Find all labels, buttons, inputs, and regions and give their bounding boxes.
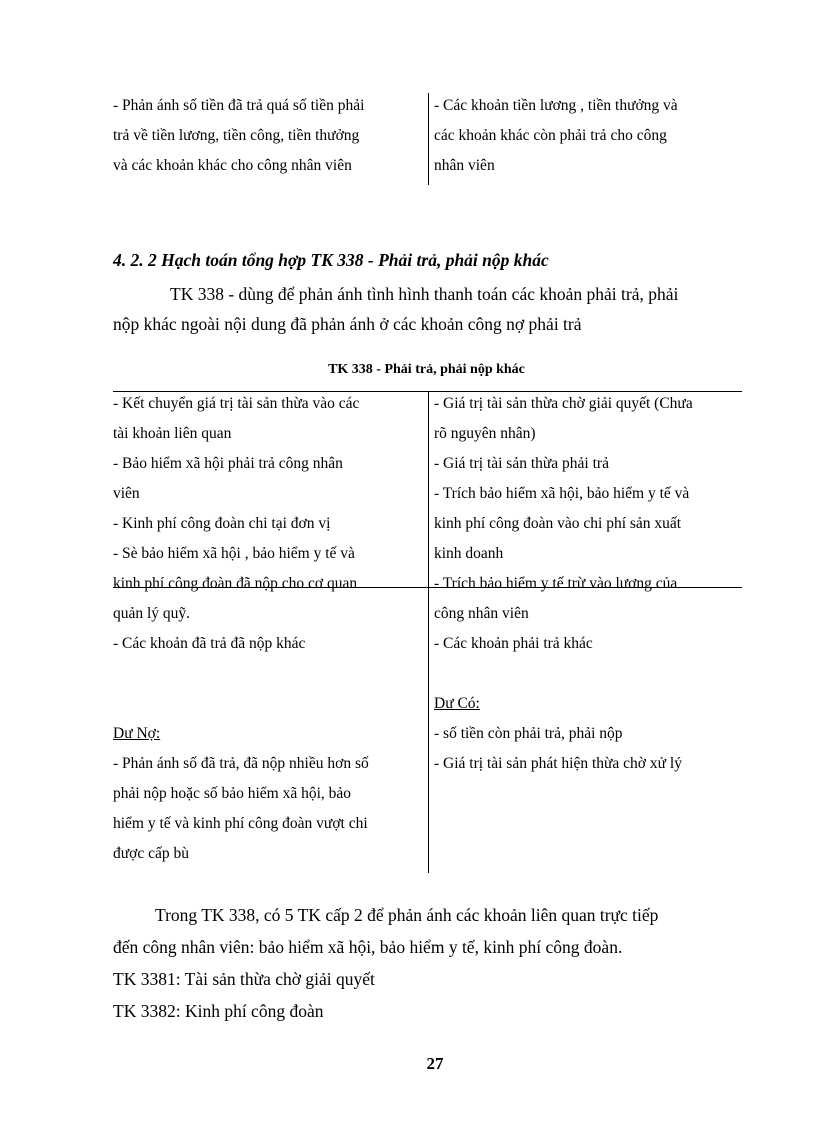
credit-line: - Giá trị tài sản thừa chờ giải quyết (Chưa [434,395,693,412]
closing-line-2: đến công nhân viên: bảo hiểm xã hội, bảo hiểm y tế, kinh phí công đoàn. [113,937,623,957]
credit-line: - Trích bảo hiểm y tế trừ vào lương của [434,575,678,592]
closing-line-4: TK 3382: Kinh phí công đoàn [113,1001,324,1021]
t-account-title: TK 338 - Phải trả, phải nộp khác [328,362,525,377]
credit-balance-line: - Giá trị tài sản phát hiện thừa chờ xử lý [434,755,682,772]
credit-balance-line: - số tiền còn phải trả, phải nộp [434,725,623,742]
debit-balance-line: phải nộp hoặc số bảo hiểm xã hội, bảo [113,785,352,802]
debit-line: tài khoản liên quan [113,425,232,442]
credit-line: kinh phí công đoàn vào chi phí sản xuất [434,515,682,532]
debit-balance-line: được cấp bù [113,845,189,862]
table-line: - Các khoản tiền lương , tiền thưởng và [434,97,678,114]
debit-line: kinh phí công đoàn đã nộp cho cơ quan [113,575,358,592]
debit-line: - Kinh phí công đoàn chi tại đơn vị [113,515,331,532]
intro-line-1: TK 338 - dùng để phản ánh tình hình thanh toán các khoản phải trả, phải [170,284,679,304]
intro-line-2: nộp khác ngoài nội dung đã phản ánh ở các khoản công nợ phải trả [113,314,582,334]
table-line: và các khoản khác cho công nhân viên [113,157,352,174]
debit-line: viên [113,485,140,502]
credit-line: - Trích bảo hiểm xã hội, bảo hiểm y tế và [434,485,690,502]
credit-line: - Giá trị tài sản thừa phải trả [434,455,609,472]
credit-balance-label: Dư Có: [434,695,480,712]
closing-line-3: TK 3381: Tài sản thừa chờ giải quyết [113,969,375,989]
t-account-debit-column [113,389,369,869]
credit-line: rõ nguyên nhân) [434,425,536,442]
table-line: nhân viên [434,157,495,174]
debit-balance-line: - Phản ánh số đã trả, đã nộp nhiều hơn số [113,755,369,772]
t-account-credit-column [434,389,693,779]
section-heading: 4. 2. 2 Hạch toán tổng hợp TK 338 - Phải trả, phải nộp khác [113,250,549,270]
debit-balance-line: hiểm y tế và kinh phí công đoàn vượt chi [113,815,368,832]
debit-balance-label: Dư Nợ: [113,725,161,742]
credit-line: - Các khoản phải trả khác [434,635,593,652]
spacer [113,659,369,689]
debit-line: - Bảo hiểm xã hội phải trả công nhân [113,455,343,472]
debit-line: - Kết chuyển giá trị tài sản thừa vào các [113,395,360,412]
spacer [113,689,369,719]
top-table-divider [428,93,429,185]
page-number: 27 [426,1054,444,1073]
debit-line: - Các khoản đã trả đã nộp khác [113,635,306,652]
table-line: - Phản ánh số tiền đã trả quá số tiền phải [113,97,365,114]
spacer [434,659,693,689]
t-account-divider [428,391,429,873]
top-table-left-column [113,91,364,181]
credit-line: kinh doanh [434,545,504,562]
table-line: các khoản khác còn phải trả cho công [434,127,667,144]
credit-line: công nhân viên [434,605,529,622]
debit-line: - Sè bảo hiểm xã hội , bảo hiểm y tế và [113,545,355,562]
debit-line: quản lý quỹ. [113,605,191,622]
top-table-right-column [434,91,678,181]
table-line: trả về tiền lương, tiền công, tiền thưởng [113,127,360,144]
closing-line-1: Trong TK 338, có 5 TK cấp 2 để phản ánh các khoản liên quan trực tiếp [155,905,659,925]
